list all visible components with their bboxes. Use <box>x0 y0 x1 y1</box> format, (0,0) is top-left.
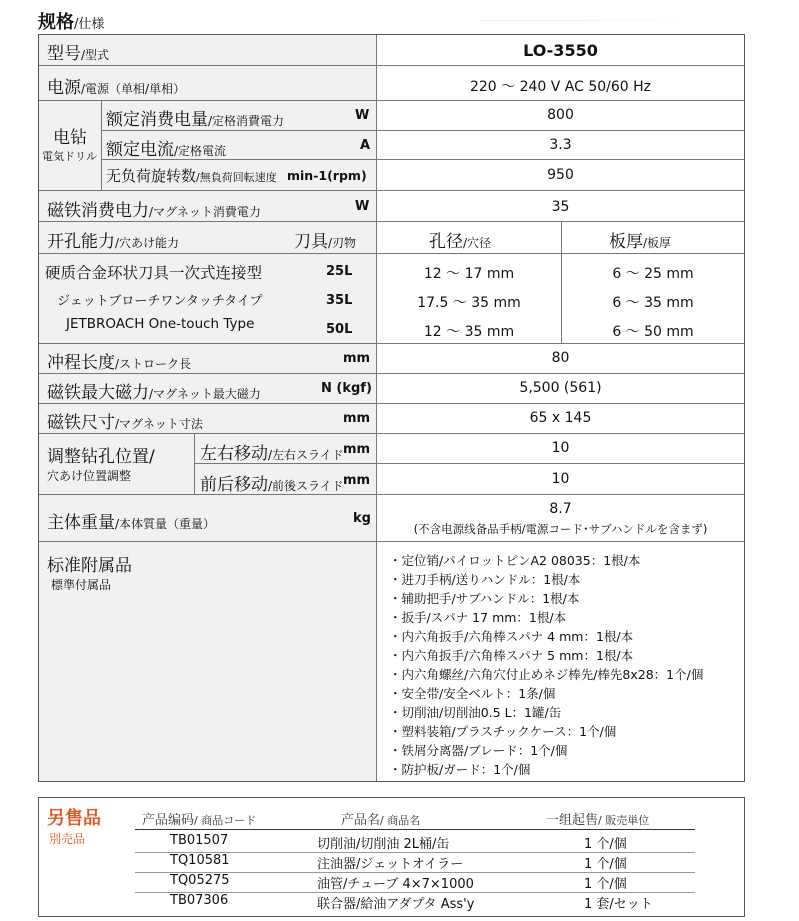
no-load-value: 950 <box>547 167 574 183</box>
adjust-lr-label: 左右移动/左右スライド <box>200 444 344 464</box>
adjust-fb-unit: mm <box>343 473 371 488</box>
sales-row-code: TB01507 <box>170 833 229 848</box>
sales-title: 另售品 <box>47 808 101 829</box>
accessory-item: ・防护板/ガード：1个/個 <box>389 762 531 777</box>
hole-header: 孔径/穴径 <box>429 232 492 252</box>
accessory-item: ・内六角扳手/六角棒スパナ 5 mm：1根/本 <box>389 648 634 663</box>
no-load-unit: min-1(rpm) <box>287 168 367 183</box>
plate-header: 板厚/板厚 <box>609 232 672 252</box>
adjust-lr-value: 10 <box>551 440 570 456</box>
magnet-size-value: 65 x 145 <box>529 410 592 426</box>
magnet-force-value: 5,500 (561) <box>519 380 602 396</box>
magnet-force-label: 磁铁最大磁力/マグネット最大磁力 <box>47 383 261 403</box>
adjust-fb-label: 前后移动/前後スライド <box>200 475 344 495</box>
adjust-label-jp: 穴あけ位置調整 <box>47 469 132 483</box>
accessories-label-jp: 標準付属品 <box>51 578 112 592</box>
accessory-item: ・塑料装箱/プラスチックケース：1个/個 <box>389 724 617 739</box>
accessory-item: ・切削油/切削油0.5 L：1罐/缶 <box>389 705 562 720</box>
spec-title <box>38 8 104 32</box>
spec-title-main: 规格 <box>38 12 74 33</box>
stroke-value: 80 <box>551 350 570 366</box>
adjust-fb-value: 10 <box>551 471 570 487</box>
sales-header-name: 产品名/ 商品名 <box>341 813 421 828</box>
rated-current-label: 额定电流/定格電流 <box>106 140 227 160</box>
weight-unit: kg <box>353 511 371 526</box>
cutter-line2: ジェットブローチワンタッチタイプ <box>57 294 263 309</box>
spec-title-sub: /仕様 <box>74 17 105 32</box>
rated-current-unit: A <box>360 138 371 153</box>
rated-power-value: 800 <box>547 107 574 123</box>
accessory-item: ・进刀手柄/送りハンドル：1根/本 <box>389 572 581 587</box>
sales-row-name: 注油器/ジェットオイラー <box>317 857 464 872</box>
sales-row-unit: 1 个/個 <box>584 877 627 892</box>
stroke-label: 冲程长度/ストローク長 <box>47 353 192 373</box>
power-label: 电源/電源（单相/単相） <box>47 78 186 98</box>
magnet-power-unit: W <box>355 199 370 214</box>
magnet-power-label: 磁铁消费电力/マグネット消費電力 <box>47 201 261 221</box>
sales-row-code: TQ05275 <box>170 873 230 888</box>
cutter-tool-3: 50L <box>326 322 353 337</box>
sales-box <box>38 797 745 917</box>
cutter-tool-2: 35L <box>326 293 353 308</box>
stroke-unit: mm <box>343 351 371 366</box>
sales-header-unit: 一组起售/ 販売単位 <box>546 813 650 828</box>
title-divider <box>480 20 750 21</box>
weight-note: (不含电源线备品手柄/電源コード･サブハンドルを含まず) <box>413 522 708 536</box>
cutter-plate-1: 6 ～ 25 mm <box>612 266 694 282</box>
sales-row-unit: 1 套/セット <box>584 897 653 912</box>
sales-row-code: TQ10581 <box>170 853 230 868</box>
magnet-power-value: 35 <box>551 199 570 215</box>
cutter-hole-2: 17.5 ～ 35 mm <box>417 295 521 311</box>
accessory-item: ・铁屑分离器/ブレード：1个/個 <box>389 743 568 758</box>
cutter-plate-3: 6 ～ 50 mm <box>612 324 694 340</box>
accessories-label: 标准附属品 <box>47 556 132 576</box>
magnet-size-label: 磁铁尺寸/マグネット寸法 <box>47 413 203 433</box>
sales-subtitle: 別売品 <box>49 832 86 846</box>
weight-label: 主体重量/本体質量（重量） <box>47 513 216 533</box>
tool-header: 刀具/刃物 <box>294 232 357 252</box>
adjust-label: 调整钻孔位置/ <box>47 447 155 467</box>
cutter-hole-3: 12 ～ 35 mm <box>423 324 515 340</box>
drill-label: 电钻 <box>53 128 87 148</box>
no-load-label: 无负荷旋转数/無負荷回転速度 <box>106 167 277 185</box>
rated-current-value: 3.3 <box>549 137 572 153</box>
sales-row-code: TB07306 <box>170 893 229 908</box>
rated-power-unit: W <box>355 108 370 123</box>
accessory-item: ・内六角螺丝/六角穴付止めネジ棒先/棒先8x28：1个/個 <box>389 667 704 682</box>
accessory-item: ・扳手/スパナ 17 mm：1根/本 <box>389 610 567 625</box>
sales-row-unit: 1 个/個 <box>584 857 627 872</box>
rated-power-label: 额定消费电量/定格消費電力 <box>106 110 285 130</box>
magnet-size-unit: mm <box>343 411 371 426</box>
spec-table <box>38 34 745 782</box>
cutter-hole-1: 12 ～ 17 mm <box>423 266 515 282</box>
sales-row-unit: 1 个/個 <box>584 837 627 852</box>
sales-row-name: 油管/チューブ 4×7×1000 <box>317 877 474 892</box>
weight-value: 8.7 <box>549 501 572 517</box>
sales-row-name: 切削油/切削油 2L桶/缶 <box>317 837 450 852</box>
model-label: 型号/型式 <box>47 44 110 64</box>
sales-row-name: 联合器/給油アダプタ Ass'y <box>317 897 475 912</box>
adjust-lr-unit: mm <box>343 442 371 457</box>
accessory-item: ・安全带/安全ベルト：1条/個 <box>389 686 556 701</box>
drill-label-jp: 電気ドリル <box>42 150 97 163</box>
cutter-tool-1: 25L <box>326 264 353 279</box>
accessory-item: ・内六角扳手/六角棒スパナ 4 mm：1根/本 <box>389 629 634 644</box>
accessory-item: ・辅助把手/サブハンドル：1根/本 <box>389 591 580 606</box>
cutter-line1: 硬质合金环状刀具一次式连接型 <box>45 264 263 282</box>
magnet-force-unit: N (kgf) <box>321 381 372 396</box>
cutter-plate-2: 6 ～ 35 mm <box>612 295 694 311</box>
cutter-line3: JETBROACH One-touch Type <box>66 316 255 332</box>
capacity-label: 开孔能力/穴あけ能力 <box>47 232 180 252</box>
sales-header-code: 产品编码/ 商品コード <box>142 813 257 828</box>
accessory-item: ・定位销/パイロットピンA2 08035：1根/本 <box>389 553 641 568</box>
model-value: LO-3550 <box>523 41 598 60</box>
power-value: 220 ～ 240 V AC 50/60 Hz <box>469 79 652 95</box>
